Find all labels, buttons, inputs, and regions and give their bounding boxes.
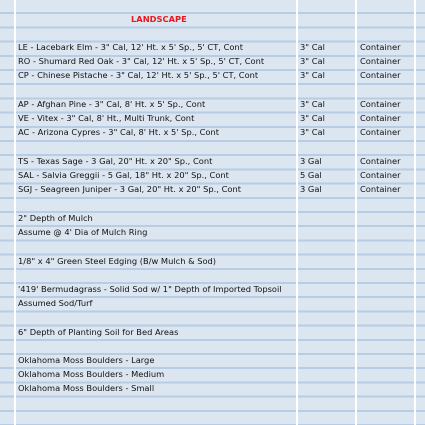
table-row[interactable] xyxy=(0,368,425,380)
table-row[interactable] xyxy=(0,255,425,267)
item-type: Container xyxy=(360,113,401,123)
item-description: Oklahoma Moss Boulders - Large xyxy=(18,355,155,365)
item-description: CP - Chinese Pistache - 3" Cal, 12' Ht. x 5' Sp., 5' CT, Cont xyxy=(18,70,259,80)
table-row[interactable] xyxy=(0,41,425,53)
table-row[interactable] xyxy=(0,226,425,238)
table-row[interactable] xyxy=(0,55,425,67)
item-description: AC - Arizona Cypres - 3" Cal, 8' Ht. x 5' Sp., Cont xyxy=(18,127,220,137)
item-description: LE - Lacebark Elm - 3" Cal, 12' Ht. x 5' Sp., 5' CT, Cont xyxy=(18,42,243,52)
item-size: 3" Cal xyxy=(300,56,325,66)
table-row[interactable] xyxy=(0,283,425,295)
table-row[interactable] xyxy=(0,13,425,25)
item-type: Container xyxy=(360,99,401,109)
item-description: RO - Shumard Red Oak - 3" Cal, 12' Ht. x 5' Sp., 5' CT, Cont xyxy=(18,56,265,66)
table-row[interactable] xyxy=(0,126,425,138)
item-description: SGJ - Seagreen Juniper - 3 Gal, 20" Ht. x 20" Sp., Cont xyxy=(18,184,241,194)
item-size: 5 Gal xyxy=(300,170,322,180)
table-row[interactable] xyxy=(0,183,425,195)
table-row[interactable] xyxy=(0,69,425,81)
item-type: Container xyxy=(360,184,401,194)
item-description: 6" Depth of Planting Soil for Bed Areas xyxy=(18,327,179,337)
table-row[interactable] xyxy=(0,297,425,309)
item-description: TS - Texas Sage - 3 Gal, 20" Ht. x 20" Sp., Cont xyxy=(18,156,213,166)
item-type: Container xyxy=(360,127,401,137)
item-size: 3 Gal xyxy=(300,184,322,194)
item-description: 1/8" x 4" Green Steel Edging (B/w Mulch & Sod) xyxy=(18,256,217,266)
item-size: 3" Cal xyxy=(300,127,325,137)
table-row[interactable] xyxy=(0,112,425,124)
item-size: 3" Cal xyxy=(300,70,325,80)
item-description: AP - Afghan Pine - 3" Cal, 8' Ht. x 5' Sp., Cont xyxy=(18,99,206,109)
item-description: VE - Vitex - 3" Cal, 8' Ht., Multi Trunk, Cont xyxy=(18,113,195,123)
item-type: Container xyxy=(360,156,401,166)
item-size: 3" Cal xyxy=(300,42,325,52)
table-row[interactable] xyxy=(0,326,425,338)
table-row[interactable] xyxy=(0,212,425,224)
table-row[interactable] xyxy=(0,354,425,366)
item-size: 3" Cal xyxy=(300,113,325,123)
item-description: Assume @ 4' Dia of Mulch Ring xyxy=(18,227,148,237)
item-description: 2" Depth of Mulch xyxy=(18,213,93,223)
table-row[interactable] xyxy=(0,169,425,181)
item-description: Oklahoma Moss Boulders - Small xyxy=(18,383,155,393)
item-type: Container xyxy=(360,70,401,80)
item-type: Container xyxy=(360,42,401,52)
item-type: Container xyxy=(360,56,401,66)
item-description: Assumed Sod/Turf xyxy=(18,298,93,308)
item-description: Oklahoma Moss Boulders - Medium xyxy=(18,369,165,379)
table-row[interactable] xyxy=(0,382,425,394)
item-description: SAL - Salvia Greggii - 5 Gal, 18" Ht. x 20" Sp., Cont xyxy=(18,170,229,180)
item-description: '419' Bermudagrass - Solid Sod w/ 1" Depth of Imported Topsoil xyxy=(18,284,282,294)
table-row[interactable] xyxy=(0,155,425,167)
item-size: 3" Cal xyxy=(300,99,325,109)
item-type: Container xyxy=(360,170,401,180)
section-title: LANDSCAPE xyxy=(131,14,187,24)
table-row[interactable] xyxy=(0,98,425,110)
item-size: 3 Gal xyxy=(300,156,322,166)
